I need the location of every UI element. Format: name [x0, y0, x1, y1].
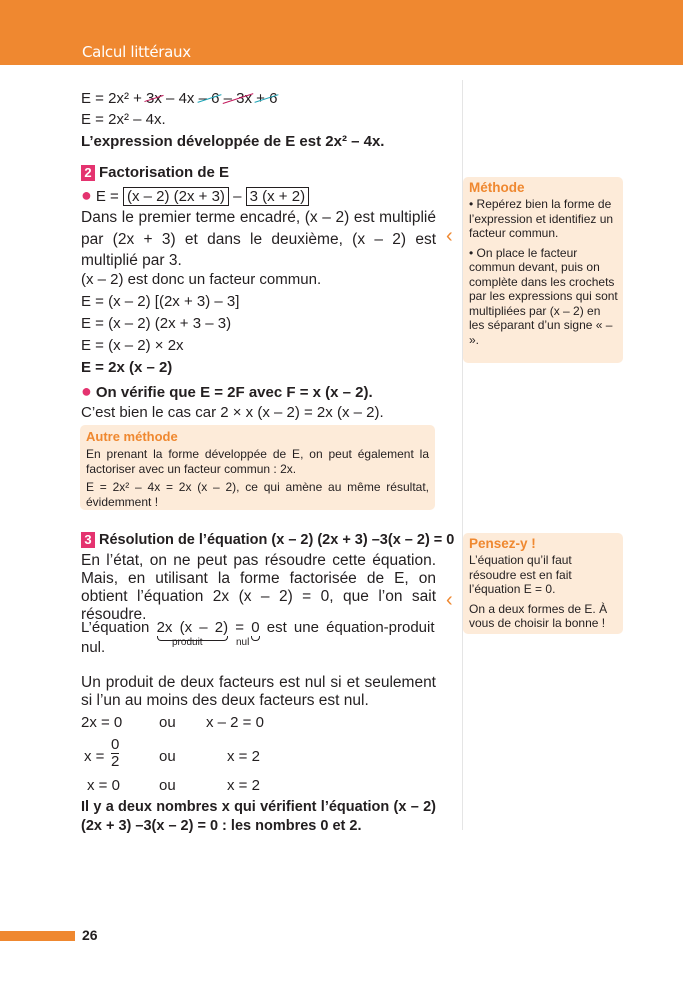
pensez-y-item: On a deux formes de E. À vous de choisir la bonne !: [469, 601, 608, 630]
fact-check-2: C’est bien le cas car 2 × x (x – 2) = 2x (x – 2).: [81, 404, 384, 421]
fact-step: E = (x – 2) (2x + 3 – 3): [81, 315, 232, 332]
pensez-y-title: Pensez-y !: [469, 536, 536, 551]
methode-box: [463, 177, 623, 363]
fact-common: (x – 2) est donc un facteur commun.: [81, 271, 322, 288]
resol-rule: Un produit de deux facteurs est nul si et seulement si l’un au moins des deux facteurs est nul.: [81, 674, 436, 709]
boxed-term: (x – 2) (2x + 3): [123, 187, 229, 206]
fraction: [111, 737, 119, 770]
denominator: 2: [111, 753, 120, 770]
struck-term: 3x: [146, 90, 162, 107]
zero-term: 0: [251, 619, 260, 636]
resol-equation: [81, 618, 436, 638]
left-eq: x = 0: [87, 777, 120, 794]
arrow-left-icon: ‹: [446, 225, 453, 247]
fact-equation: [81, 185, 436, 207]
expr-part: est une équation-produit: [259, 619, 435, 636]
chapter-header: [0, 0, 683, 65]
section-2-heading: [81, 163, 436, 183]
left-eq: x =: [84, 748, 105, 765]
dev-line-2: E = 2x² – 4x.: [81, 111, 166, 128]
section-title: Résolution de l’équation (x – 2) (2x + 3) –3(x – 2) = 0: [99, 532, 455, 548]
arrow-left-icon: ‹: [446, 589, 453, 611]
ou: ou: [159, 748, 176, 765]
resol-conclusion: Il y a deux nombres x qui vérifient l’équation (x – 2) (2x + 3) –3(x – 2) = 0 : les nombres 0 et 2.: [81, 799, 436, 834]
struck-term: + 6: [256, 90, 278, 107]
left-eq: 2x = 0: [81, 714, 123, 731]
pensez-y-item: L’équation qu’il faut résoudre est en fait l’équation E = 0.: [469, 553, 572, 596]
dev-conclusion: L’expression développée de E est 2x² – 4x.: [81, 133, 385, 150]
right-eq: x – 2 = 0: [206, 714, 264, 731]
autre-methode-p1: En prenant la forme développée de E, on peut également la factoriser avec un facteur commun : 2x.: [86, 447, 429, 476]
fact-result: E = 2x (x – 2): [81, 359, 173, 376]
right-eq: x = 2: [227, 748, 260, 765]
ou: ou: [159, 714, 176, 731]
bullet-icon: ●: [81, 381, 92, 401]
label-produit: produit: [172, 637, 203, 648]
expr-part: =: [228, 619, 252, 636]
struck-term: – 6: [198, 90, 220, 107]
solve-row-2: [81, 735, 436, 775]
resol-paragraph: En l’état, on ne peut pas résoudre cette équation. Mais, en utilisant la forme factorisée de E, on obtient l’équation 2x (x – 2) = 0, que l’on sait résoudre.: [81, 552, 436, 623]
numerator: 0: [111, 736, 120, 753]
product-term: 2x (x – 2): [156, 619, 229, 636]
section-3-heading: [81, 530, 455, 550]
autre-methode-box: [80, 425, 435, 510]
expr-part: E = 2x² +: [81, 90, 147, 107]
struck-term: – 3x: [223, 90, 252, 107]
fact-paragraph: Dans le premier terme encadré, (x – 2) est multiplié par (2x + 3) et dans le deuxième, (x – 2) est multiplié par 3.: [81, 209, 436, 269]
section-number: 3: [81, 532, 95, 548]
dev-line-1: [81, 89, 436, 109]
right-eq: x = 2: [227, 777, 260, 794]
fact-step: E = (x – 2) [(2x + 3) – 3]: [81, 293, 240, 310]
methode-title: Méthode: [469, 180, 525, 195]
fact-check: [81, 381, 436, 403]
resol-equation-end: nul.: [81, 639, 106, 656]
autre-methode-p2: E = 2x² – 4x = 2x (x – 2), ce qui amène au même résultat, évidemment !: [86, 480, 429, 509]
pensez-y-box: [463, 533, 623, 634]
footer-bar: [0, 931, 75, 941]
boxed-term: 3 (x + 2): [246, 187, 309, 206]
bullet-icon: ●: [81, 185, 92, 205]
section-title: Factorisation de E: [99, 164, 230, 181]
expr-part: E =: [95, 188, 123, 205]
check-text: On vérifie que E = 2F avec F = x (x – 2).: [95, 384, 373, 401]
expr-part: L’équation: [81, 619, 157, 636]
expr-part: – 4x: [161, 90, 199, 107]
chapter-title: Calcul littéraux: [82, 43, 191, 61]
page-number: 26: [82, 927, 98, 943]
label-nul: nul: [236, 637, 250, 648]
ou: ou: [159, 777, 176, 794]
section-number: 2: [81, 165, 95, 181]
autre-methode-title: Autre méthode: [86, 429, 178, 444]
methode-item: • Repérez bien la forme de l’expression et identifiez un facteur commun.: [469, 197, 614, 240]
methode-item: • On place le facteur commun devant, puis on complète dans les crochets par les expressions qui sont multipliées par (x – 2) en les séparant d’un signe « – ».: [469, 245, 618, 347]
fact-step: E = (x – 2) × 2x: [81, 337, 184, 354]
expr-part: –: [228, 188, 246, 205]
